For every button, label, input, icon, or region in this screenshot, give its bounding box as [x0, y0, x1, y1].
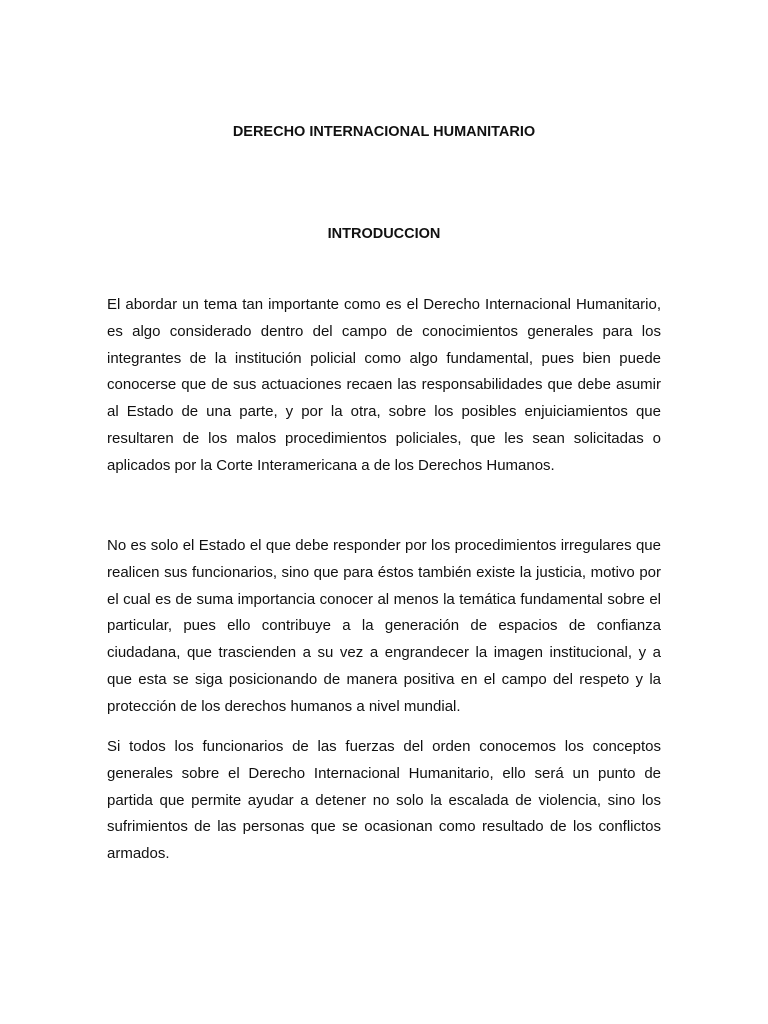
paragraph-1: El abordar un tema tan importante como es el Derecho Internacional Humanitario, es algo considerado dentro del campo de conocimientos generales para los integrantes de la institución policial como algo fundamental, pues bien puede conocerse que de sus actuaciones recaen las responsabilidades que debe asumir al Estado de una parte, y por la otra, sobre los posibles enjuiciamientos que resultaren de los malos procedimientos policiales, que les sean solicitadas o aplicados por la Corte Interamericana a de los Derechos Humanos.	[107, 296, 661, 474]
paragraph-3: Si todos los funcionarios de las fuerzas del orden conocemos los conceptos generales sobre el Derecho Internacional Humanitario, ello será un punto de partida que permite ayudar a detener no solo la escalada de violencia, sino los sufrimientos de las personas que se ocasionan como resultado de los conflictos armados.	[107, 738, 661, 863]
document-title: DERECHO INTERNACIONAL HUMANITARIO	[232, 124, 536, 140]
paragraph-2: No es solo el Estado el que debe responder por los procedimientos irregulares que realicen sus funcionarios, sino que para éstos también existe la justicia, motivo por el cual es de suma importancia conocer al menos la temática fundamental sobre el particular, pues ello contribuye a la generación de espacios de confianza ciudadana, que trascienden a su vez a engrandecer la imagen institucional, y a que esta se siga posicionando de manera positiva en el campo del respeto y la protección de los derechos humanos a nivel mundial.	[107, 537, 661, 715]
section-heading: INTRODUCCION	[327, 226, 441, 242]
